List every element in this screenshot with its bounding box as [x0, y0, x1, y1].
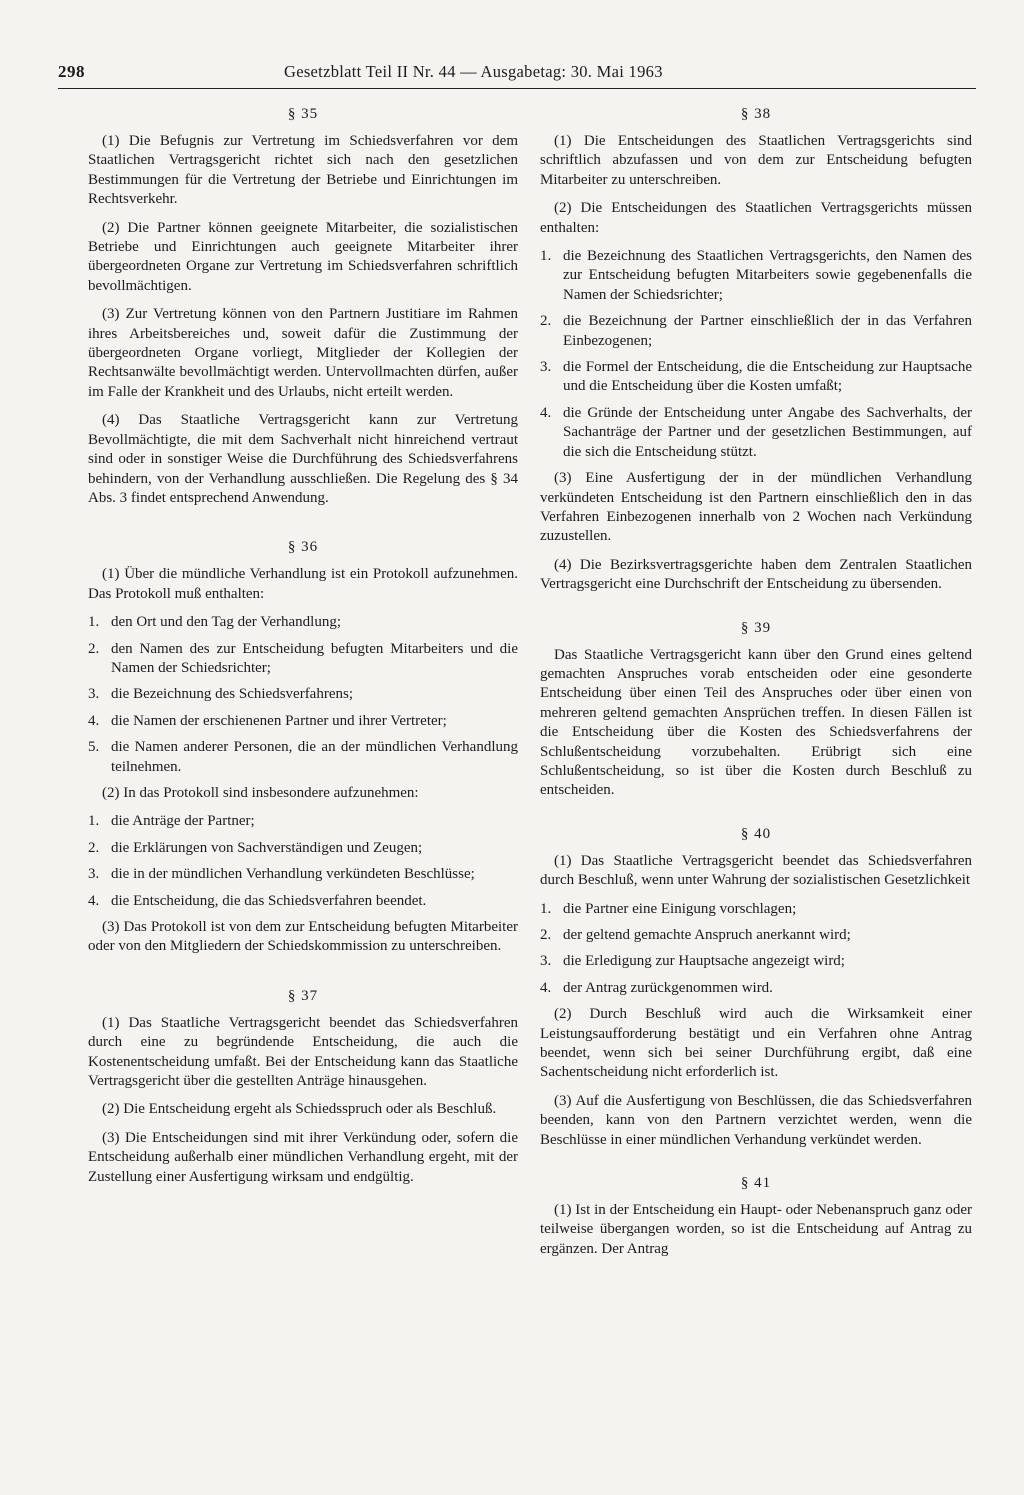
paragraph: (3) Auf die Ausfertigung von Beschlüssen, die das Schiedsverfahren beenden, kann von den Partnern verzichtet werden, wenn die Beschlüsse in einer mündlichen Verhandung verkündet werden.	[540, 1092, 972, 1148]
list-number: 4.	[88, 892, 100, 909]
list-number: 4.	[540, 404, 552, 421]
list-text: die Anträge der Partner;	[111, 813, 255, 830]
left-column	[88, 104, 518, 1196]
list-text: die Formel der Entscheidung, die die Entscheidung zur Hauptsache und die Entscheidung über die Kosten umfaßt;	[563, 359, 972, 395]
paragraph: (2) In das Protokoll sind insbesondere aufzunehmen:	[102, 784, 419, 801]
paragraph: (3) Die Entscheidungen sind mit ihrer Verkündung oder, sofern die Entscheidung außerhalb einer mündlichen Verhandlung ergeht, mit der Zustellung einer Ausfertigung wirksam und endgültig.	[88, 1129, 518, 1185]
list-item	[88, 865, 518, 884]
list-text: die Namen anderer Personen, die an der mündlichen Verhandlung teilnehmen.	[111, 739, 518, 775]
list-text: der Antrag zurückgenommen wird.	[563, 979, 773, 996]
paragraph: (1) Die Befugnis zur Vertretung im Schiedsverfahren vor dem Staatlichen Vertragsgericht richtet sich nach den gesetzlichen Bestimmungen für die Vertretung der Betriebe und Einrichtungen im Rechtsverkehr.	[88, 133, 518, 208]
paragraph: (2) Durch Beschluß wird auch die Wirksamkeit einer Leistungsaufforderung bestätigt und ein Verfahren ohne Antrag beendet, wenn sich bei seiner Durchführung ergibt, daß eine Sachentscheidung nicht erforderlich ist.	[540, 1006, 972, 1081]
list-text: die Bezeichnung der Partner einschließlich der in das Verfahren Einbezogenen;	[563, 313, 972, 349]
page-header	[58, 62, 976, 89]
list-item	[88, 839, 518, 858]
list-number: 1.	[540, 248, 552, 265]
list-item	[540, 926, 972, 945]
list-item	[540, 404, 972, 462]
list-item	[88, 812, 518, 831]
section-heading-35: § 35	[287, 106, 319, 122]
list-number: 1.	[540, 900, 552, 917]
paragraph: (1) Ist in der Entscheidung ein Haupt- oder Nebenanspruch ganz oder teilweise übergangen worden, so ist die Entscheidung auf Antrag zu ergänzen. Der Antrag	[540, 1202, 972, 1257]
list-text: die in der mündlichen Verhandlung verkündeten Beschlüsse;	[111, 866, 475, 883]
list-number: 4.	[540, 979, 552, 996]
paragraph: (4) Die Bezirksvertragsgerichte haben dem Zentralen Staatlichen Vertragsgericht eine Durchschrift der Entscheidung zu übersenden.	[540, 556, 972, 593]
paragraph: (3) Das Protokoll ist von dem zur Entscheidung befugten Mitarbeiter oder von den Mitgliedern der Schiedskommission zu unterschreiben.	[88, 919, 518, 955]
paragraph: (1) Die Entscheidungen des Staatlichen Vertragsgerichts sind schriftlich abzufassen und von dem zur Entscheidung befugten Mitarbeiter zu unterschreiben.	[540, 133, 972, 188]
list-number: 1.	[88, 813, 100, 830]
list-text: die Entscheidung, die das Schiedsverfahren beendet.	[111, 892, 427, 909]
paragraph: (2) Die Entscheidung ergeht als Schiedsspruch oder als Beschluß.	[102, 1101, 497, 1118]
section-heading-36: § 36	[287, 539, 319, 556]
list-number: 3.	[88, 686, 100, 703]
list-item	[540, 312, 972, 351]
list-item	[88, 613, 518, 632]
list-text: der geltend gemachte Anspruch anerkannt wird;	[563, 927, 851, 943]
list-item	[88, 738, 518, 777]
list-text: den Namen des zur Entscheidung befugten Mitarbeiters und die Namen der Schiedsrichter;	[111, 640, 518, 676]
list-item	[88, 640, 518, 679]
list-number: 3.	[88, 866, 100, 883]
list-item	[540, 952, 972, 971]
section-heading-37: § 37	[287, 987, 319, 1004]
page-number: 298	[58, 62, 85, 81]
paragraph: (2) Die Partner können geeignete Mitarbeiter, die sozialistischen Betriebe und Einrichtungen auch geeignete Mitarbeiter ihrer übergeordneten Organe zur Vertretung im Schiedsverfahren schriftlich bevollmächtigen.	[88, 219, 518, 294]
list-item	[88, 712, 518, 731]
paragraph: (1) Über die mündliche Verhandlung ist ein Protokoll aufzunehmen. Das Protokoll muß enthalten:	[88, 566, 518, 602]
paragraph: (4) Das Staatliche Vertragsgericht kann zur Vertretung Bevollmächtigte, die mit dem Sachverhalt nicht hinreichend vertraut sind oder in sonstiger Weise die Durchführung des Schiedsverfahrens behindern, von der Verhandlung ausschließen. Die Regelung des § 34 Abs. 3 findet entsprechend Anwendung.	[88, 412, 518, 506]
list-text: die Erklärungen von Sachverständigen und Zeugen;	[111, 839, 423, 856]
section-heading-39: § 39	[740, 619, 772, 636]
list-text: die Gründe der Entscheidung unter Angabe des Sachverhalts, der Sachanträge der Partner und der gesetzlichen Bestimmungen, auf die sich die Entscheidung stützt.	[563, 404, 972, 460]
list-number: 5.	[88, 739, 100, 756]
list-text: die Erledigung zur Hauptsache angezeigt wird;	[563, 953, 845, 970]
paragraph: (3) Eine Ausfertigung der in der mündlichen Verhandlung verkündeten Entscheidung ist den Partnern einschließlich den in das Verfahren Einbezogenen innerhalb von 2 Wochen nach Verkündung zuzustellen.	[540, 470, 972, 545]
list-number: 4.	[88, 712, 100, 729]
paragraph: (1) Das Staatliche Vertragsgericht beendet das Schiedsverfahren durch eine zu begründende Entscheidung, die auch die Kostenentscheidung umfaßt. Bei der Entscheidung kann das Staatliche Vertragsgericht über die gestellten Anträge hinausgehen.	[88, 1014, 518, 1090]
list-number: 2.	[540, 313, 552, 330]
list-number: 3.	[540, 953, 552, 970]
list-text: den Ort und den Tag der Verhandlung;	[111, 614, 342, 631]
list-item	[540, 247, 972, 305]
list-text: die Partner eine Einigung vorschlagen;	[563, 900, 797, 917]
list-text: die Bezeichnung des Staatlichen Vertragsgerichts, den Namen des zur Entscheidung befugten Mitarbeiters sowie gegebenenfalls die Namen der Schiedsrichter;	[563, 248, 972, 303]
running-title: Gesetzblatt Teil II Nr. 44 — Ausgabetag: 30. Mai 1963	[284, 62, 663, 81]
paragraph: (3) Zur Vertretung können von den Partnern Justitiare im Rahmen ihres Arbeitsbereiches und, soweit dafür die Zustimmung der übergeordneten Organe vorliegt, Mitglieder der Kollegien der Rechtsanwälte bevollmächtigt werden. Untervollmachten dürfen, außer im Falle der Krankheit und des Urlaubs, nicht erteilt werden.	[88, 306, 518, 400]
list-text: die Namen der erschienenen Partner und ihrer Vertreter;	[111, 712, 447, 729]
list-number: 3.	[540, 359, 552, 376]
list-number: 1.	[88, 614, 100, 631]
section-heading-40: § 40	[740, 825, 772, 842]
list-item	[88, 892, 518, 911]
paragraph: (1) Das Staatliche Vertragsgericht beendet das Schiedsverfahren durch Beschluß, wenn unter Wahrung der sozialistischen Gesetzlichkeit	[540, 852, 972, 889]
list-number: 2.	[540, 927, 552, 943]
list-text: die Bezeichnung des Schiedsverfahrens;	[111, 686, 353, 703]
list-number: 2.	[88, 839, 100, 856]
list-item	[540, 979, 972, 998]
section-heading-38: § 38	[740, 106, 772, 122]
list-item	[88, 685, 518, 704]
paragraph: (2) Die Entscheidungen des Staatlichen Vertragsgerichts müssen enthalten:	[540, 200, 972, 236]
paragraph: Das Staatliche Vertragsgericht kann über den Grund eines geltend gemachten Anspruches vorab entscheiden oder eine gesonderte Entscheidung über einen Teil des Anspruches oder über einen von mehreren geltend gemachten Ansprüchen treffen. In diesen Fällen ist die Entscheidung über die Kosten des Schiedsverfahrens der Schlußentscheidung vorzubehalten. Erübrigt sich eine Schlußentscheidung, so ist über die Kosten durch Beschluß zu entscheiden.	[540, 646, 972, 799]
list-item	[540, 358, 972, 397]
section-heading-41: § 41	[740, 1175, 772, 1192]
list-item	[540, 900, 972, 919]
right-column	[540, 104, 972, 1268]
list-number: 2.	[88, 640, 100, 657]
